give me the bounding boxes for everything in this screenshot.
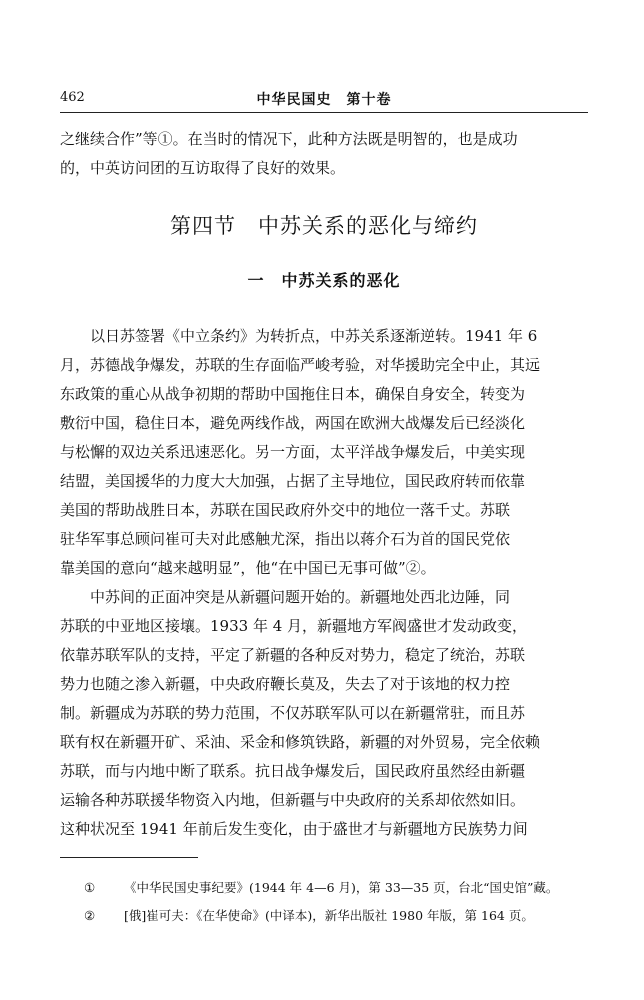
text-line: 势力也随之渗入新疆，中央政府鞭长莫及，失去了对于该地的权力控 bbox=[60, 675, 511, 693]
text-line: 联有权在新疆开矿、采油、采金和修筑铁路，新疆的对外贸易，完全依赖 bbox=[60, 733, 541, 751]
text-line: 苏联的中亚地区接壤。1933 年 4 月，新疆地方军阀盛世才发动政变， bbox=[60, 617, 528, 635]
text-line: 之继续合作”等①。在当时的情况下，此种方法既是明智的，也是成功 bbox=[60, 130, 518, 148]
text-line: 以日苏签署《中立条约》为转折点，中苏关系逐渐逆转。1941 年 6 bbox=[90, 327, 538, 345]
page-number: 462 bbox=[60, 90, 85, 105]
text-line: 运输各种苏联援华物资入内地，但新疆与中央政府的关系却依然如旧。 bbox=[60, 791, 526, 809]
running-title: 中华民国史 第十卷 bbox=[256, 92, 392, 108]
paragraph-2 bbox=[60, 583, 588, 844]
text-line: 靠美国的意向“越来越明显”，他“在中国已无事可做”②。 bbox=[60, 559, 436, 577]
footnote-2 bbox=[60, 902, 588, 930]
text-line: 与松懈的双边关系迅速恶化。另一方面，太平洋战争爆发后，中美实现 bbox=[60, 443, 526, 461]
intro-paragraph bbox=[60, 125, 588, 183]
text-line: 制。新疆成为苏联的势力范围，不仅苏联军队可以在新疆常驻，而且苏 bbox=[60, 704, 526, 722]
text-line: 中苏间的正面冲突是从新疆问题开始的。新疆地处西北边陲，同 bbox=[90, 588, 511, 606]
text-line: 美国的帮助战胜日本，苏联在国民政府外交中的地位一落千丈。苏联 bbox=[60, 501, 511, 519]
section-title: 第四节 中苏关系的恶化与缔约 bbox=[170, 214, 478, 238]
text-line: 结盟，美国援华的力度大大加强，占据了主导地位，国民政府转而依靠 bbox=[60, 472, 526, 490]
footnote-marker: ① bbox=[84, 880, 96, 895]
footnote-text: 《中华民国史事纪要》(1944 年 4—6 月)，第 33—35 页，台北“国史馆”藏。 bbox=[124, 880, 559, 895]
footnote-1 bbox=[60, 874, 588, 902]
subsection-title: 一 中苏关系的恶化 bbox=[247, 271, 401, 290]
text-line: 这种状况至 1941 年前后发生变化，由于盛世才与新疆地方民族势力间 bbox=[60, 820, 528, 838]
footnote-marker: ② bbox=[84, 908, 96, 923]
text-line: 月，苏德战争爆发，苏联的生存面临严峻考验，对华援助完全中止，其远 bbox=[60, 356, 541, 374]
text-line: 敷衍中国，稳住日本，避免两线作战，两国在欧洲大战爆发后已经淡化 bbox=[60, 414, 526, 432]
footnote-divider bbox=[60, 857, 198, 858]
footnote-text: [俄]崔可夫：《在华使命》(中译本)，新华出版社 1980 年版，第 164 页。 bbox=[124, 908, 534, 923]
footnotes bbox=[60, 874, 588, 930]
page-header bbox=[60, 80, 588, 113]
text-line: 苏联，而与内地中断了联系。抗日战争爆发后，国民政府虽然经由新疆 bbox=[60, 762, 526, 780]
text-line: 的，中英访问团的互访取得了良好的效果。 bbox=[60, 159, 346, 177]
text-line: 依靠苏联军队的支持，平定了新疆的各种反对势力，稳定了统治，苏联 bbox=[60, 646, 526, 664]
paragraph-1 bbox=[60, 322, 588, 583]
text-line: 驻华军事总顾问崔可夫对此感触尤深，指出以蒋介石为首的国民党依 bbox=[60, 530, 511, 548]
text-line: 东政策的重心从战争初期的帮助中国拖住日本，确保自身安全，转变为 bbox=[60, 385, 526, 403]
